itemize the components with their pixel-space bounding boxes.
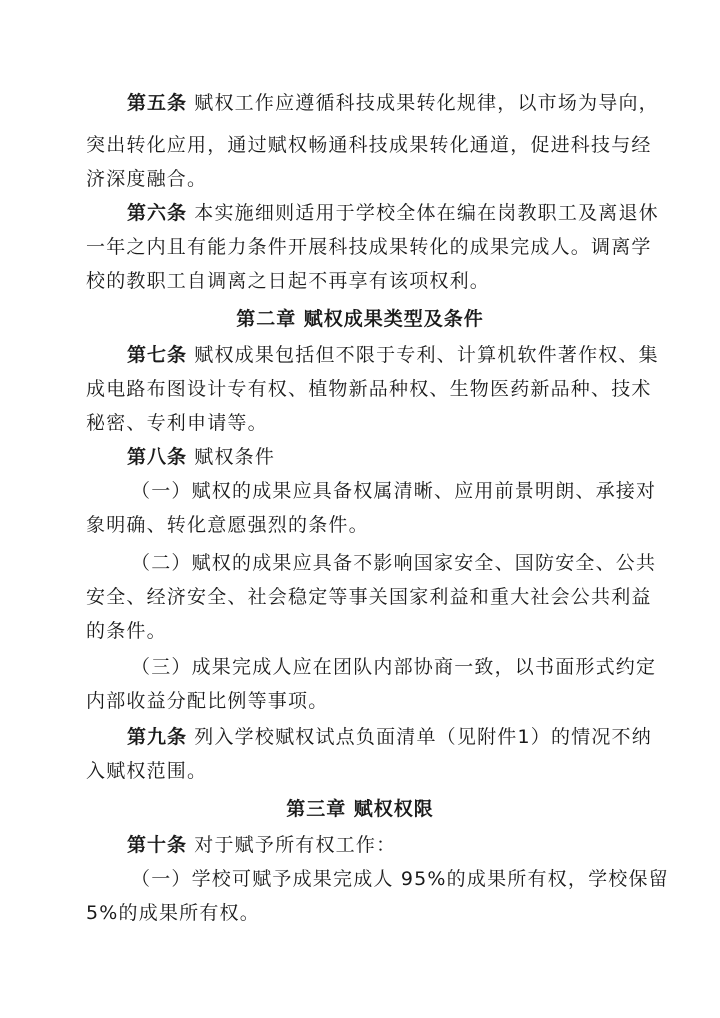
article-5-line-2: 突出转化应用，通过赋权畅通科技成果转化通道，促进科技与经: [86, 134, 652, 156]
chapter-2-heading: 第二章 赋权成果类型及条件: [236, 308, 484, 330]
article-7-text-1: 赋权成果包括但不限于专利、计算机软件著作权、集: [194, 344, 659, 366]
article-9-label: 第九条: [127, 726, 188, 748]
article-9-text-1: 列入学校赋权试点负面清单（见附件1）的情况不纳: [194, 726, 652, 748]
article-6-text-1: 本实施细则适用于学校全体在编在岗教职工及离退休: [194, 202, 659, 224]
article-10-item-1-line-1: （一）学校可赋予成果完成人 95%的成果所有权，学校保留: [131, 868, 669, 890]
article-10-label: 第十条: [127, 834, 188, 856]
article-8-label: 第八条: [127, 446, 188, 468]
article-7-line-2: 成电路布图设计专有权、植物新品种权、生物医药新品种、技术: [86, 378, 652, 400]
article-5-line-3: 济深度融合。: [86, 168, 208, 190]
article-9-line-2: 入赋权范围。: [86, 760, 208, 782]
article-5-text-1: 赋权工作应遵循科技成果转化规律，以市场为导向，: [194, 92, 659, 114]
article-10-item-1-line-2: 5%的成果所有权。: [86, 902, 260, 924]
article-8-item-2-line-1: （二）赋权的成果应具备不影响国家安全、国防安全、公共: [131, 552, 657, 574]
article-6-label: 第六条: [127, 202, 188, 224]
article-9-line-1: [127, 720, 652, 754]
article-8-item-2-line-3: 的条件。: [86, 620, 167, 642]
article-8-item-3-line-2: 内部收益分配比例等事项。: [86, 690, 329, 712]
article-8-line-1: [127, 440, 642, 474]
article-6-line-2: 一年之内且有能力条件开展科技成果转化的成果完成人。调离学: [86, 236, 652, 258]
article-7-line-3: 秘密、专利申请等。: [86, 412, 268, 434]
article-8-title: 赋权条件: [194, 446, 276, 468]
article-8-item-2-line-2: 安全、经济安全、社会稳定等事关国家利益和重大社会公共利益: [86, 586, 652, 608]
article-5-label: 第五条: [127, 92, 188, 114]
article-10-title: 对于赋予所有权工作：: [194, 834, 397, 856]
article-8-item-3-line-1: （三）成果完成人应在团队内部协商一致，以书面形式约定: [131, 656, 657, 678]
article-7-line-1: [127, 338, 659, 372]
article-10-line-1: [127, 828, 642, 862]
article-6-line-1: [127, 196, 659, 230]
chapter-3-heading: 第三章 赋权权限: [286, 798, 434, 820]
article-5-line-1: [127, 86, 659, 120]
article-8-item-1-line-2: 象明确、转化意愿强烈的条件。: [86, 514, 369, 536]
article-8-item-1-line-1: （一）赋权的成果应具备权属清晰、应用前景明朗、承接对: [131, 480, 657, 502]
article-7-label: 第七条: [127, 344, 188, 366]
article-6-line-3: 校的教职工自调离之日起不再享有该项权利。: [86, 270, 491, 292]
